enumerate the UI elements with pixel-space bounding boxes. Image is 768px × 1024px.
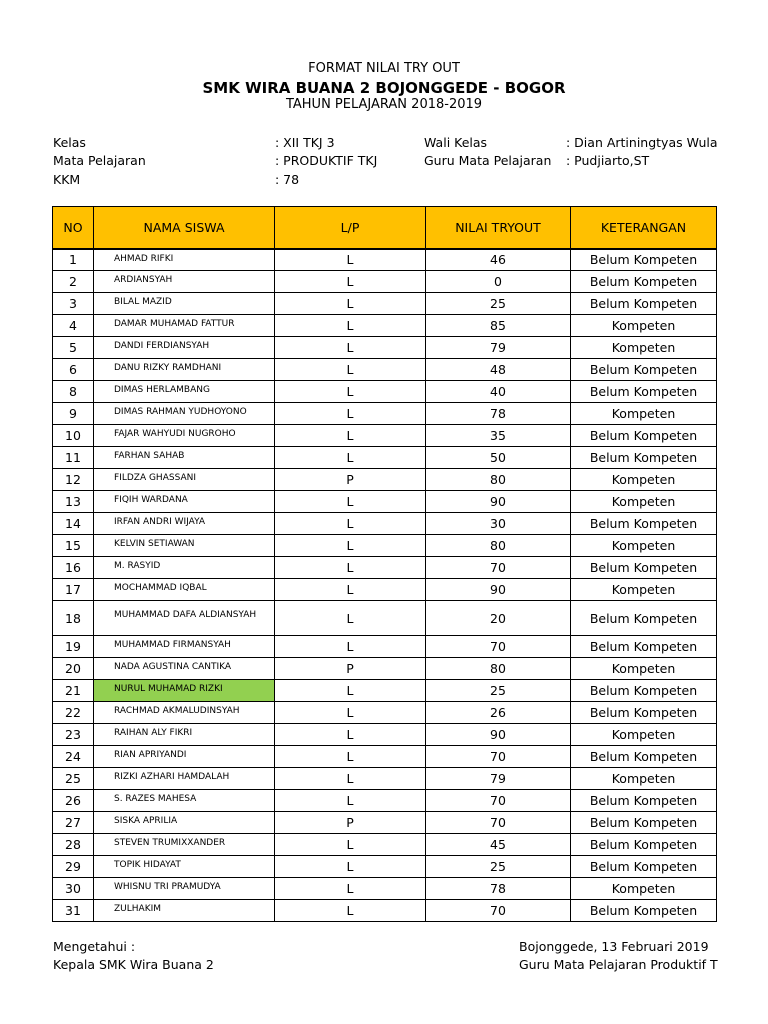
table-row	[53, 359, 717, 381]
mapel-value: : PRODUKTIF TKJ	[275, 153, 378, 168]
student-name: WHISNU TRI PRAMUDYA	[94, 878, 275, 900]
table-row	[53, 381, 717, 403]
table-row	[53, 702, 717, 724]
remark: Kompeten	[571, 535, 717, 557]
tryout-score: 85	[426, 315, 571, 337]
wali-kelas-value: : Dian Artiningtyas Wula	[566, 135, 718, 150]
student-name: M. RASYID	[94, 557, 275, 579]
row-no: 2	[53, 271, 94, 293]
table-row	[53, 658, 717, 680]
row-no: 14	[53, 513, 94, 535]
gender: P	[275, 658, 426, 680]
tryout-score: 25	[426, 680, 571, 702]
table-row	[53, 636, 717, 658]
row-no: 6	[53, 359, 94, 381]
mapel-label: Mata Pelajaran	[53, 153, 146, 168]
gender: P	[275, 812, 426, 834]
remark: Kompeten	[571, 491, 717, 513]
remark: Belum Kompeten	[571, 249, 717, 271]
gender: L	[275, 381, 426, 403]
academic-year: TAHUN PELAJARAN 2018-2019	[285, 97, 483, 112]
row-no: 20	[53, 658, 94, 680]
remark: Belum Kompeten	[571, 293, 717, 315]
tryout-score: 25	[426, 856, 571, 878]
student-name: ARDIANSYAH	[94, 271, 275, 293]
gender: L	[275, 900, 426, 922]
tryout-score: 90	[426, 724, 571, 746]
remark: Kompeten	[571, 724, 717, 746]
student-name: FILDZA GHASSANI	[94, 469, 275, 491]
row-no: 18	[53, 601, 94, 636]
tryout-score: 35	[426, 425, 571, 447]
tryout-score: 70	[426, 636, 571, 658]
student-name: DANDI FERDIANSYAH	[94, 337, 275, 359]
header-no: NO	[53, 207, 94, 249]
tryout-score: 90	[426, 579, 571, 601]
tryout-score: 78	[426, 878, 571, 900]
remark: Kompeten	[571, 469, 717, 491]
remark: Kompeten	[571, 315, 717, 337]
tryout-score: 79	[426, 768, 571, 790]
tryout-score: 26	[426, 702, 571, 724]
table-row	[53, 680, 717, 702]
guru-label: Guru Mata Pelajaran	[424, 153, 552, 168]
gender: L	[275, 315, 426, 337]
remark: Kompeten	[571, 768, 717, 790]
remark: Kompeten	[571, 878, 717, 900]
table-row	[53, 768, 717, 790]
table-row	[53, 425, 717, 447]
remark: Belum Kompeten	[571, 834, 717, 856]
row-no: 31	[53, 900, 94, 922]
gender: L	[275, 636, 426, 658]
student-name: RIZKI AZHARI HAMDALAH	[94, 768, 275, 790]
table-row	[53, 601, 717, 636]
tryout-score: 70	[426, 746, 571, 768]
document-title: FORMAT NILAI TRY OUT	[308, 61, 460, 76]
remark: Belum Kompeten	[571, 557, 717, 579]
table-row	[53, 790, 717, 812]
row-no: 15	[53, 535, 94, 557]
student-name: IRFAN ANDRI WIJAYA	[94, 513, 275, 535]
gender: L	[275, 271, 426, 293]
student-name: RACHMAD AKMALUDINSYAH	[94, 702, 275, 724]
gender: L	[275, 856, 426, 878]
kelas-label: Kelas	[53, 135, 86, 150]
gender: L	[275, 491, 426, 513]
table-row	[53, 513, 717, 535]
row-no: 1	[53, 249, 94, 271]
table-row	[53, 724, 717, 746]
student-name: MUHAMMAD DAFA ALDIANSYAH	[94, 601, 275, 636]
tryout-score: 20	[426, 601, 571, 636]
gender: L	[275, 249, 426, 271]
student-name: TOPIK HIDAYAT	[94, 856, 275, 878]
table-row	[53, 746, 717, 768]
row-no: 12	[53, 469, 94, 491]
remark: Belum Kompeten	[571, 856, 717, 878]
table-row	[53, 249, 717, 271]
gender: L	[275, 447, 426, 469]
gender: L	[275, 680, 426, 702]
remark: Belum Kompeten	[571, 680, 717, 702]
student-name: STEVEN TRUMIXXANDER	[94, 834, 275, 856]
row-no: 8	[53, 381, 94, 403]
wali-kelas-label: Wali Kelas	[424, 135, 488, 150]
row-no: 5	[53, 337, 94, 359]
remark: Kompeten	[571, 403, 717, 425]
gender: L	[275, 557, 426, 579]
remark: Belum Kompeten	[571, 381, 717, 403]
remark: Belum Kompeten	[571, 790, 717, 812]
student-name: RIAN APRIYANDI	[94, 746, 275, 768]
table-row	[53, 535, 717, 557]
table-row	[53, 271, 717, 293]
remark: Belum Kompeten	[571, 900, 717, 922]
table-row	[53, 403, 717, 425]
kkm-label: KKM	[53, 172, 81, 187]
tryout-score: 78	[426, 403, 571, 425]
remark: Belum Kompeten	[571, 425, 717, 447]
table-row	[53, 447, 717, 469]
tryout-score: 70	[426, 900, 571, 922]
student-name: SISKA APRILIA	[94, 812, 275, 834]
student-name: FIQIH WARDANA	[94, 491, 275, 513]
tryout-score: 80	[426, 658, 571, 680]
table-row	[53, 491, 717, 513]
row-no: 21	[53, 680, 94, 702]
header-keterangan: KETERANGAN	[571, 207, 717, 249]
guru-signature-label: Guru Mata Pelajaran Produktif T	[519, 957, 718, 972]
student-name: AHMAD RIFKI	[94, 249, 275, 271]
header-nama-siswa: NAMA SISWA	[94, 207, 275, 249]
table-header-row	[53, 207, 717, 249]
gender: L	[275, 359, 426, 381]
student-name: BILAL MAZID	[94, 293, 275, 315]
remark: Belum Kompeten	[571, 746, 717, 768]
row-no: 19	[53, 636, 94, 658]
row-no: 30	[53, 878, 94, 900]
grades-table	[52, 206, 717, 922]
table-row	[53, 315, 717, 337]
table-row	[53, 878, 717, 900]
gender: L	[275, 601, 426, 636]
tryout-score: 30	[426, 513, 571, 535]
remark: Belum Kompeten	[571, 702, 717, 724]
kkm-value: : 78	[275, 172, 300, 187]
gender: L	[275, 337, 426, 359]
row-no: 27	[53, 812, 94, 834]
tryout-score: 80	[426, 469, 571, 491]
remark: Kompeten	[571, 579, 717, 601]
gender: L	[275, 403, 426, 425]
table-row	[53, 812, 717, 834]
row-no: 17	[53, 579, 94, 601]
student-name: DAMAR MUHAMAD FATTUR	[94, 315, 275, 337]
gender: L	[275, 513, 426, 535]
gender: L	[275, 746, 426, 768]
row-no: 22	[53, 702, 94, 724]
table-row	[53, 557, 717, 579]
tryout-score: 79	[426, 337, 571, 359]
table-row	[53, 337, 717, 359]
table-row	[53, 579, 717, 601]
gender: L	[275, 579, 426, 601]
remark: Belum Kompeten	[571, 812, 717, 834]
gender: L	[275, 425, 426, 447]
row-no: 25	[53, 768, 94, 790]
tryout-score: 50	[426, 447, 571, 469]
row-no: 10	[53, 425, 94, 447]
gender: L	[275, 293, 426, 315]
table-row	[53, 856, 717, 878]
gender: L	[275, 535, 426, 557]
kepala-sekolah-label: Kepala SMK Wira Buana 2	[53, 957, 214, 972]
student-name: DIMAS RAHMAN YUDHOYONO	[94, 403, 275, 425]
header-lp: L/P	[275, 207, 426, 249]
gender: L	[275, 834, 426, 856]
student-name: FAJAR WAHYUDI NUGROHO	[94, 425, 275, 447]
student-name: MUHAMMAD FIRMANSYAH	[94, 636, 275, 658]
mengetahui-label: Mengetahui :	[53, 939, 136, 954]
table-row	[53, 469, 717, 491]
place-date: Bojonggede, 13 Februаri 2019	[519, 939, 709, 954]
remark: Belum Kompeten	[571, 359, 717, 381]
student-name: RAIHAN ALY FIKRI	[94, 724, 275, 746]
student-name: DIMAS HERLAMBANG	[94, 381, 275, 403]
tryout-score: 48	[426, 359, 571, 381]
row-no: 29	[53, 856, 94, 878]
student-name: S. RAZES MAHESA	[94, 790, 275, 812]
student-name: MOCHAMMAD IQBAL	[94, 579, 275, 601]
row-no: 11	[53, 447, 94, 469]
gender: L	[275, 724, 426, 746]
student-name: FARHAN SAHAB	[94, 447, 275, 469]
remark: Belum Kompeten	[571, 601, 717, 636]
gender: L	[275, 768, 426, 790]
row-no: 24	[53, 746, 94, 768]
row-no: 23	[53, 724, 94, 746]
tryout-score: 70	[426, 812, 571, 834]
tryout-score: 80	[426, 535, 571, 557]
remark: Belum Kompeten	[571, 636, 717, 658]
guru-value: : Pudjiarto,ST	[566, 153, 650, 168]
student-name: KELVIN SETIAWAN	[94, 535, 275, 557]
tryout-score: 46	[426, 249, 571, 271]
remark: Kompeten	[571, 658, 717, 680]
tryout-score: 70	[426, 557, 571, 579]
gender: L	[275, 878, 426, 900]
row-no: 13	[53, 491, 94, 513]
tryout-score: 90	[426, 491, 571, 513]
student-name: NADA AGUSTINA CANTIKA	[94, 658, 275, 680]
table-row	[53, 834, 717, 856]
table-row	[53, 900, 717, 922]
school-name: SMK WIRA BUANA 2 BOJONGGEDE - BOGOR	[202, 79, 566, 97]
tryout-score: 40	[426, 381, 571, 403]
tryout-score: 25	[426, 293, 571, 315]
student-name: ZULHAKIM	[94, 900, 275, 922]
kelas-value: : XII TKJ 3	[275, 135, 335, 150]
tryout-score: 45	[426, 834, 571, 856]
row-no: 28	[53, 834, 94, 856]
gender: L	[275, 702, 426, 724]
remark: Belum Kompeten	[571, 271, 717, 293]
gender: P	[275, 469, 426, 491]
gender: L	[275, 790, 426, 812]
header-nilai-tryout: NILAI TRYOUT	[426, 207, 571, 249]
tryout-score: 70	[426, 790, 571, 812]
row-no: 3	[53, 293, 94, 315]
row-no: 26	[53, 790, 94, 812]
remark: Kompeten	[571, 337, 717, 359]
tryout-score: 0	[426, 271, 571, 293]
row-no: 9	[53, 403, 94, 425]
table-row	[53, 293, 717, 315]
row-no: 16	[53, 557, 94, 579]
remark: Belum Kompeten	[571, 447, 717, 469]
row-no: 4	[53, 315, 94, 337]
student-name: DANU RIZKY RAMDHANI	[94, 359, 275, 381]
student-name: NURUL MUHAMAD RIZKI	[94, 680, 275, 702]
remark: Belum Kompeten	[571, 513, 717, 535]
